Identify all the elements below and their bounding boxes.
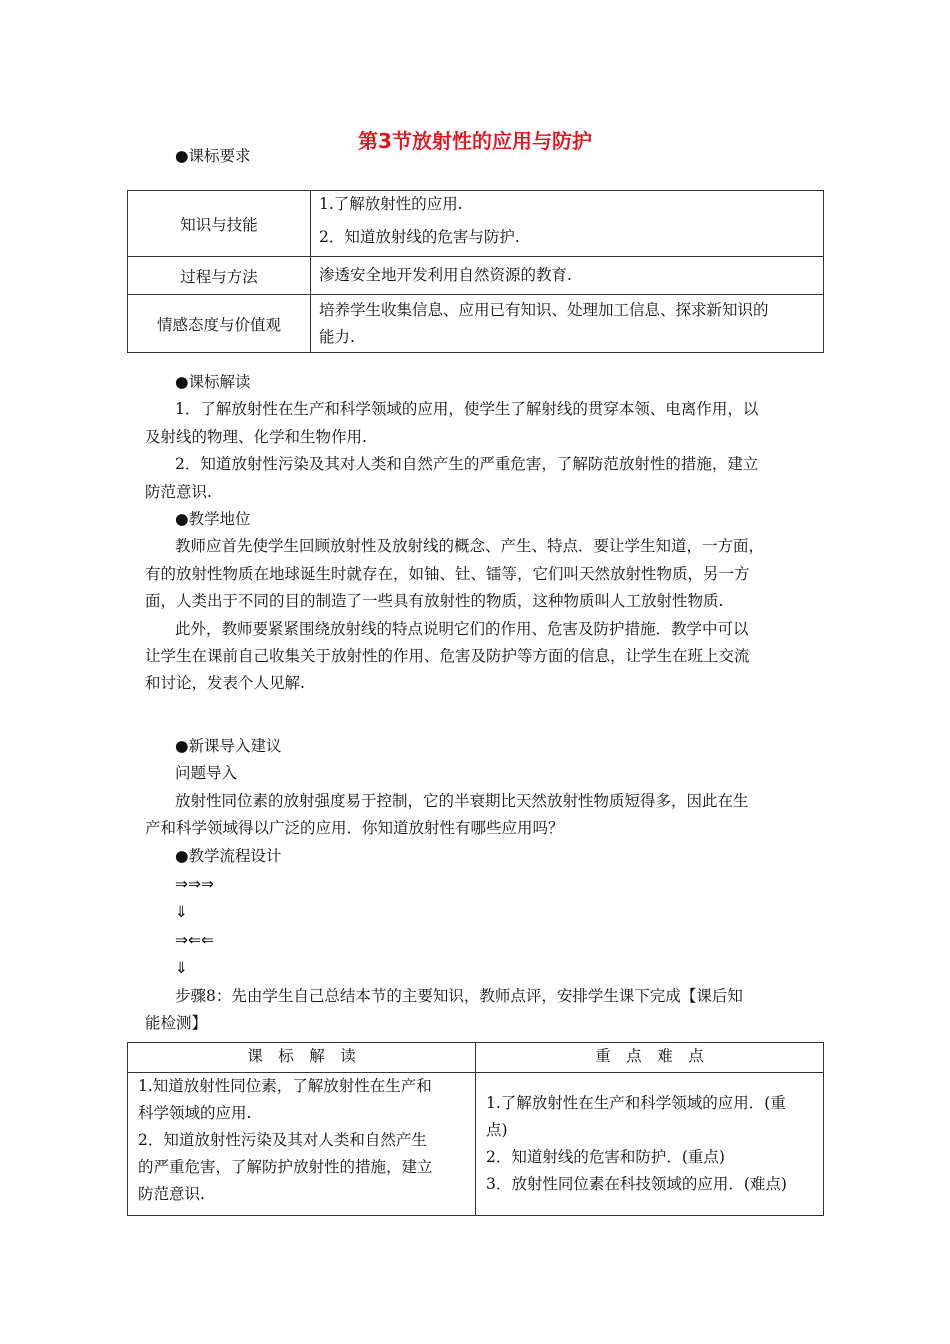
summary-line: 2．知道放射性污染及其对人类和自然产生 (138, 1131, 427, 1149)
section-heading-intro-suggestion: ●新课导入建议 (175, 737, 282, 755)
flow-arrows: ⇒⇐⇐ (175, 931, 214, 949)
paragraph-line: 问题导入 (175, 764, 238, 782)
flow-arrows: ⇓ (175, 959, 188, 977)
paragraph-line: 有的放射性物质在地球诞生时就存在，如铀、钍、镭等，它们叫天然放射性物质，另一方 (145, 565, 750, 583)
summary-line: 点) (486, 1121, 508, 1139)
paragraph-line: 产和科学领域得以广泛的应用．你知道放射性有哪些应用吗？ (145, 819, 564, 837)
req-content-attitude (311, 295, 824, 353)
paragraph-line: 此外，教师要紧紧围绕放射线的特点说明它们的作用、危害及防护措施．教学中可以 (175, 620, 749, 638)
requirements-table (127, 190, 824, 353)
summary-line: 3．放射性同位素在科技领域的应用．(难点) (486, 1175, 787, 1193)
req-line: 渗透安全地开发利用自然资源的教育. (319, 266, 572, 284)
section-heading-curriculum-req: ●课标要求 (175, 147, 251, 165)
req-line: 2．知道放射线的危害与防护. (319, 228, 520, 246)
req-line: 1.了解放射性的应用. (319, 195, 463, 213)
summary-line: 1.了解放射性在生产和科学领域的应用．(重 (486, 1094, 786, 1112)
paragraph-line: 和讨论，发表个人见解. (145, 674, 305, 692)
paragraph-line: 1．了解放射性在生产和科学领域的应用，使学生了解射线的贯穿本领、电离作用，以 (175, 400, 759, 418)
summary-cell-interp (128, 1073, 476, 1216)
summary-header-keypoints: 重 点 难 点 (476, 1043, 824, 1073)
summary-cell-keypoints (476, 1073, 824, 1216)
section-heading-teaching-position: ●教学地位 (175, 510, 251, 528)
paragraph-line: 及射线的物理、化学和生物作用. (145, 428, 367, 446)
paragraph-line: 能检测】 (145, 1014, 208, 1032)
section-heading-curriculum-interp: ●课标解读 (175, 373, 251, 391)
req-label-process: 过程与方法 (128, 257, 311, 295)
req-content-process (311, 257, 824, 295)
section-heading-flow-design: ●教学流程设计 (175, 847, 282, 865)
req-content-knowledge (311, 191, 824, 257)
req-line: 培养学生收集信息、应用已有知识、处理加工信息、探求新知识的 (319, 300, 769, 319)
page-title: 第3节放射性的应用与防护 (358, 129, 592, 153)
summary-line: 防范意识. (138, 1185, 205, 1203)
summary-table (127, 1042, 824, 1216)
req-line: 能力. (319, 327, 355, 346)
paragraph-line: 面，人类出于不同的目的制造了一些具有放射性的物质，这种物质叫人工放射性物质. (145, 592, 724, 610)
req-label-attitude: 情感态度与价值观 (128, 295, 311, 353)
summary-line: 科学领域的应用. (138, 1104, 252, 1122)
req-label-knowledge: 知识与技能 (128, 191, 311, 257)
summary-line: 2．知道射线的危害和防护．(重点) (486, 1148, 725, 1166)
paragraph-line: 步骤8：先由学生自己总结本节的主要知识，教师点评，安排学生课下完成【课后知 (175, 987, 743, 1005)
summary-header-interp: 课 标 解 读 (128, 1043, 476, 1073)
paragraph-line: 2．知道放射性污染及其对人类和自然产生的严重危害，了解防范放射性的措施，建立 (175, 455, 759, 473)
paragraph-line: 教师应首先使学生回顾放射性及放射线的概念、产生、特点．要让学生知道，一方面， (175, 537, 765, 555)
paragraph-line: 放射性同位素的放射强度易于控制，它的半衰期比天然放射性物质短得多，因此在生 (175, 792, 749, 810)
summary-line: 1.知道放射性同位素，了解放射性在生产和 (138, 1077, 432, 1095)
summary-line: 的严重危害，了解防护放射性的措施，建立 (138, 1158, 433, 1176)
paragraph-line: 防范意识. (145, 483, 212, 501)
flow-arrows: ⇒⇒⇒ (175, 875, 214, 893)
flow-arrows: ⇓ (175, 903, 188, 921)
paragraph-line: 让学生在课前自己收集关于放射性的作用、危害及防护等方面的信息，让学生在班上交流 (145, 647, 750, 665)
